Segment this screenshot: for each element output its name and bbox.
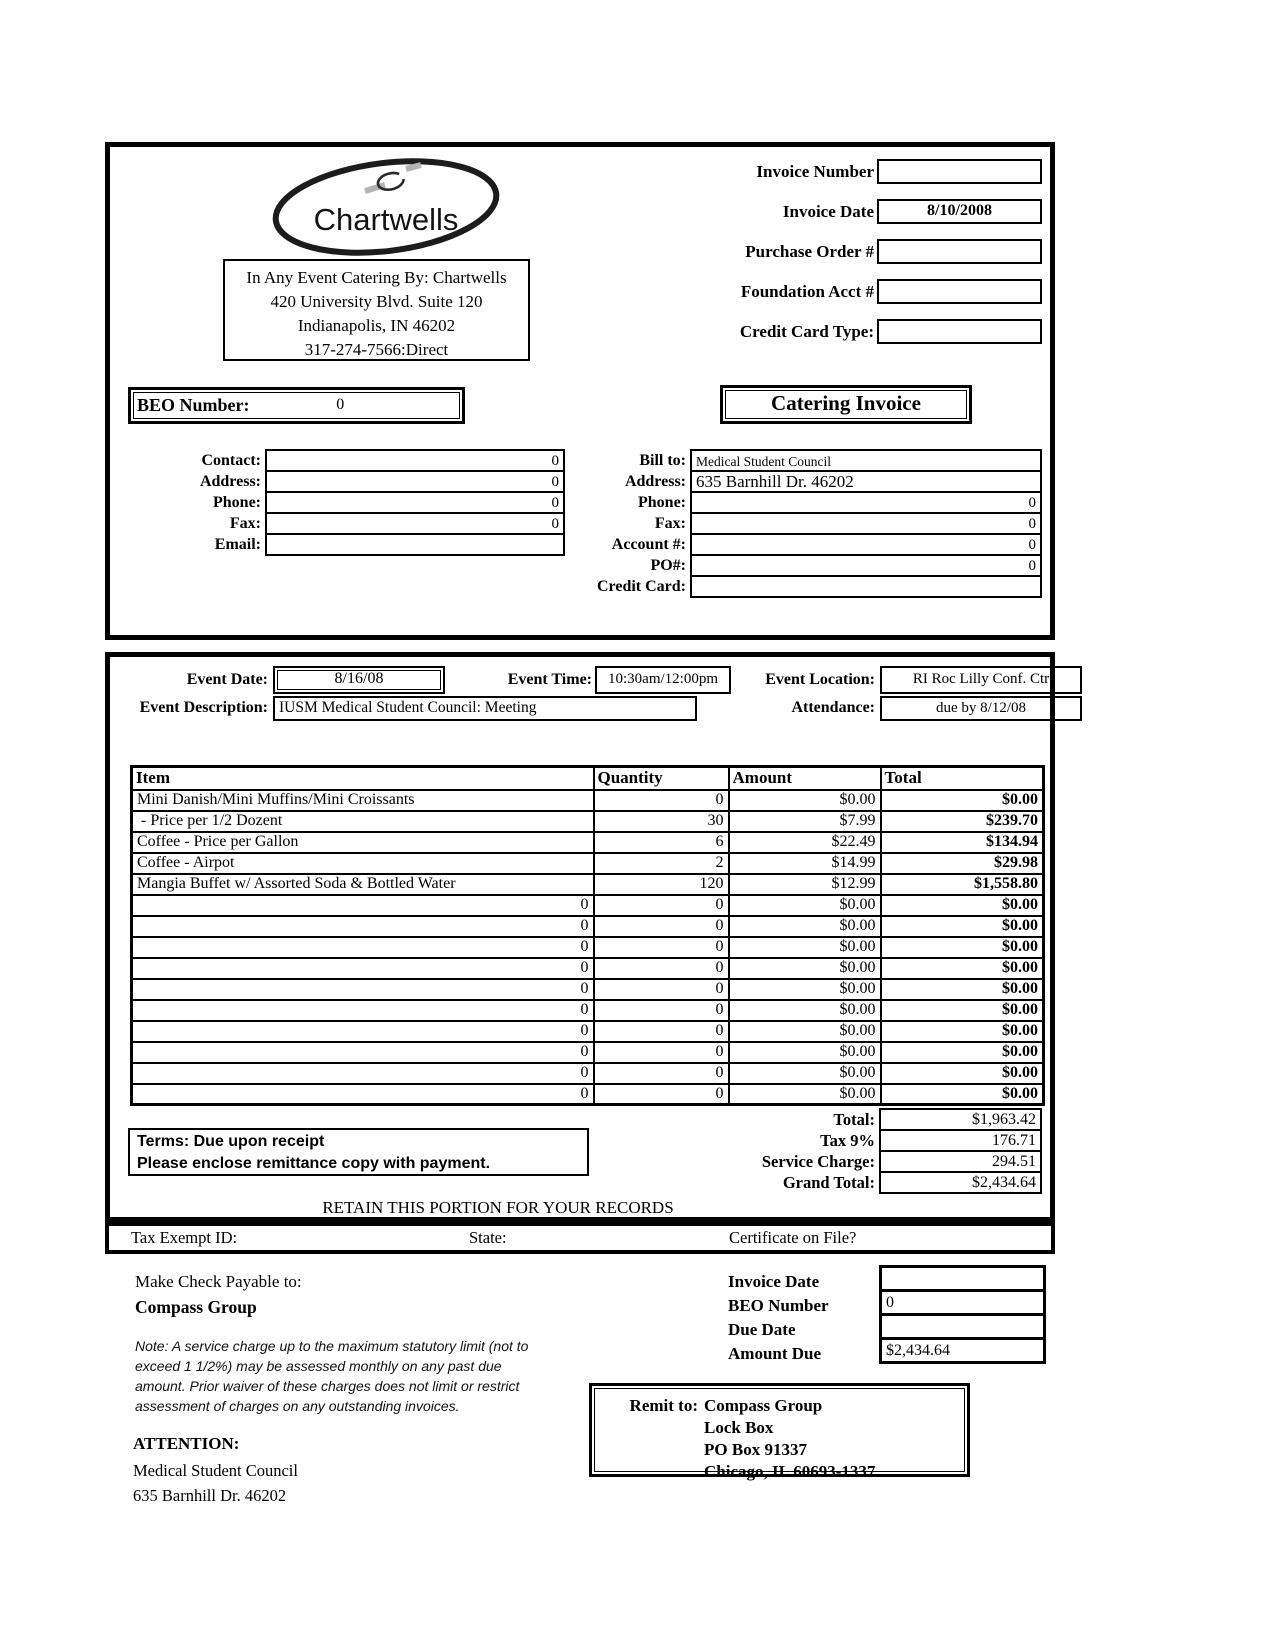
remit-address-line: Chicago, IL 60693-1337 [704,1462,876,1481]
note-line: Note: A service charge up to the maximum statutory limit (not to [135,1338,529,1354]
quantity-cell: 30 [594,811,729,832]
quantity-cell: 0 [594,1000,729,1021]
bill-to-label: Phone: [638,494,686,511]
field-value-box [877,159,1042,184]
items-table-body [132,790,1044,1105]
service-charge-note [135,1336,605,1416]
contact-row [113,512,571,535]
item-cell: 0 [132,1063,594,1084]
summary-label: BEO Number [728,1296,829,1315]
total-cell: $29.98 [881,853,1044,874]
note-line: exceed 1 1/2%) may be assessed monthly on any past due [135,1358,502,1374]
contact-value-box: 0 [265,491,565,514]
bill-to-value-box: 0 [690,533,1042,556]
beo-box [128,387,465,424]
note-line: amount. Prior waiver of these charges does not limit or restrict [135,1378,520,1394]
event-description-box: IUSM Medical Student Council: Meeting [273,696,697,721]
totals-value-box: 176.71 [879,1129,1042,1152]
table-row [132,1042,1044,1063]
bill-to-label: Credit Card: [596,578,686,595]
total-cell: $0.00 [881,1000,1044,1021]
remit-address-line: Lock Box [704,1418,774,1437]
summary-label: Amount Due [728,1344,822,1363]
table-row [132,1084,1044,1105]
note-line: assessment of charges on any outstanding invoices. [135,1398,460,1414]
quantity-cell: 0 [594,1042,729,1063]
field-label: Foundation Acct # [740,282,874,301]
contact-label: Email: [214,536,261,553]
invoice-field-row [110,279,1042,304]
contact-row [113,470,571,493]
item-cell: - Price per 1/2 Dozent [132,811,594,832]
bill-to-label: Fax: [654,515,686,532]
contact-block [113,449,571,556]
item-cell: 0 [132,1042,594,1063]
event-date-box: 8/16/08 [273,666,445,694]
event-location-box: RI Roc Lilly Conf. Ctr [880,666,1082,694]
bill-to-label: PO#: [650,557,686,574]
terms-line-2: Please enclose remittance copy with payment. [137,1155,491,1172]
terms-box [128,1128,589,1176]
table-row [132,1021,1044,1042]
item-cell: 0 [132,1084,594,1105]
item-cell: Coffee - Price per Gallon [132,832,594,853]
remit-to-label: Remit to: [629,1396,698,1415]
amount-cell: $0.00 [729,1021,881,1042]
invoice-field-row [110,319,1042,344]
field-label: Invoice Date [782,202,874,221]
item-cell: 0 [132,937,594,958]
company-address-line: 420 University Blvd. Suite 120 [270,292,483,311]
total-cell: $0.00 [881,916,1044,937]
contact-value-box: 0 [265,512,565,535]
total-cell: $1,558.80 [881,874,1044,895]
contact-label: Address: [199,473,261,490]
field-label: Purchase Order # [745,242,874,261]
bill-to-row [538,491,1048,514]
items-table-header [132,767,1044,790]
beo-number-label: BEO Number: [137,395,250,415]
make-check-payable-label: Make Check Payable to: [135,1272,302,1291]
table-row [132,1063,1044,1084]
field-value-box [877,239,1042,264]
total-cell: $0.00 [881,1084,1044,1105]
attention-line: Medical Student Council [133,1461,298,1480]
attendance-box: due by 8/12/08 [880,696,1082,721]
total-cell: $0.00 [881,1063,1044,1084]
invoice-field-row [110,239,1042,264]
amount-cell: $0.00 [729,958,881,979]
total-cell: $134.94 [881,832,1044,853]
bill-to-row [538,554,1048,577]
quantity-cell: 0 [594,1084,729,1105]
amount-cell: $14.99 [729,853,881,874]
table-row [132,832,1044,853]
amount-cell: $0.00 [729,1000,881,1021]
summary-value-box: 0 [879,1289,1046,1316]
total-cell: $0.00 [881,1042,1044,1063]
totals-value-box: 294.51 [879,1150,1042,1173]
state-label: State: [469,1228,507,1247]
table-row [132,895,1044,916]
quantity-cell: 0 [594,790,729,811]
contact-row [113,449,571,472]
totals-label: Service Charge: [761,1152,875,1171]
amount-cell: $0.00 [729,895,881,916]
field-label: Invoice Number [756,162,874,181]
event-location-label: Event Location: [765,671,875,688]
amount-cell: $0.00 [729,1042,881,1063]
event-description-label: Event Description: [139,699,268,716]
bill-to-row [538,470,1048,493]
bill-to-value-box: 0 [690,491,1042,514]
bill-to-value-box [690,575,1042,598]
attendance-label: Attendance: [791,699,875,716]
total-cell: $0.00 [881,937,1044,958]
total-cell: $0.00 [881,895,1044,916]
remit-address-line: PO Box 91337 [704,1440,807,1459]
remit-box [589,1383,970,1481]
contact-value-box: 0 [265,470,565,493]
bill-to-row [538,575,1048,598]
contact-value-box: 0 [265,449,565,472]
total-cell: $0.00 [881,958,1044,979]
tax-exempt-id-label: Tax Exempt ID: [131,1228,238,1247]
total-cell: $239.70 [881,811,1044,832]
item-cell: 0 [132,916,594,937]
event-time-box: 10:30am/12:00pm [595,666,731,694]
totals-label: Grand Total: [782,1173,875,1192]
event-time-label: Event Time: [507,671,592,688]
item-cell: 0 [132,895,594,916]
field-value-box [877,319,1042,344]
item-cell: Mangia Buffet w/ Assorted Soda & Bottled Water [132,874,594,895]
quantity-cell: 0 [594,895,729,916]
amount-cell: $0.00 [729,1063,881,1084]
quantity-cell: 0 [594,958,729,979]
invoice-field-row [110,199,1042,224]
field-value-box: 8/10/2008 [877,199,1042,224]
payee-name: Compass Group [135,1297,257,1317]
bill-to-label: Bill to: [639,452,686,469]
summary-value-box: $2,434.64 [879,1337,1046,1364]
contact-row [113,533,571,556]
contact-label: Phone: [213,494,261,511]
event-date-label: Event Date: [186,671,268,688]
remit-address-line: Compass Group [704,1396,823,1415]
total-column-header: Total [881,767,1044,790]
table-row [132,811,1044,832]
amount-cell: $7.99 [729,811,881,832]
summary-boxes [879,1265,1046,1364]
amount-cell: $22.49 [729,832,881,853]
quantity-cell: 6 [594,832,729,853]
contact-label: Contact: [201,452,261,469]
retain-notice: RETAIN THIS PORTION FOR YOUR RECORDS [322,1198,674,1217]
attention-block [133,1458,298,1508]
table-row [132,979,1044,1000]
field-label: Credit Card Type: [739,322,874,341]
bill-to-value-box: 635 Barnhill Dr. 46202 [690,470,1042,493]
bill-to-row [538,449,1048,472]
total-cell: $0.00 [881,979,1044,1000]
bill-to-value-box: Medical Student Council [690,449,1042,472]
amount-cell: $0.00 [729,937,881,958]
contact-value-box [265,533,565,556]
invoice-title: Catering Invoice [771,391,921,415]
totals-label: Total: [833,1110,875,1129]
totals-value-box: $1,963.42 [879,1108,1042,1131]
amount-cell: $0.00 [729,790,881,811]
amount-cell: $0.00 [729,1084,881,1105]
item-cell: 0 [132,1000,594,1021]
amount-cell: $0.00 [729,979,881,1000]
attention-label: ATTENTION: [133,1434,240,1453]
quantity-cell: 2 [594,853,729,874]
amount-cell: $12.99 [729,874,881,895]
quantity-cell: 120 [594,874,729,895]
invoice-field-row [110,159,1042,184]
summary-value-box [879,1313,1046,1340]
items-table [130,765,1045,1106]
item-cell: Coffee - Airpot [132,853,594,874]
table-row [132,790,1044,811]
contact-row [113,491,571,514]
table-row [132,916,1044,937]
table-row [132,937,1044,958]
contact-label: Fax: [229,515,261,532]
summary-label: Invoice Date [728,1272,820,1291]
summary-value-box [879,1265,1046,1292]
bill-to-block [538,449,1048,598]
bill-to-value-box: 0 [690,512,1042,535]
logo-wordmark: Chartwells [313,202,459,237]
invoice-title-box [720,385,972,424]
amount-column-header: Amount [729,767,881,790]
remit-address [704,1395,876,1481]
attention-line: 635 Barnhill Dr. 46202 [133,1486,287,1505]
table-row [132,853,1044,874]
event-and-items-section [105,652,1055,1222]
quantity-cell: 0 [594,979,729,1000]
quantity-column-header: Quantity [594,767,729,790]
total-cell: $0.00 [881,790,1044,811]
field-value-box [877,279,1042,304]
bill-to-value-box: 0 [690,554,1042,577]
company-address-line: Indianapolis, IN 46202 [297,316,456,335]
company-address-line: In Any Event Catering By: Chartwells [246,268,507,287]
item-cell: Mini Danish/Mini Muffins/Mini Croissants [132,790,594,811]
summary-labels [728,1270,829,1366]
bill-to-row [538,533,1048,556]
amount-cell: $0.00 [729,916,881,937]
totals-value-box: $2,434.64 [879,1171,1042,1194]
item-cell: 0 [132,979,594,1000]
quantity-cell: 0 [594,937,729,958]
company-address-line: 317-274-7566:Direct [304,340,449,359]
bill-to-row [538,512,1048,535]
tax-exempt-bar [105,1222,1055,1254]
top-section [105,142,1055,640]
totals-label: Tax 9% [820,1131,875,1150]
total-cell: $0.00 [881,1021,1044,1042]
quantity-cell: 0 [594,1021,729,1042]
quantity-cell: 0 [594,1063,729,1084]
beo-number-value: 0 [336,396,345,413]
invoice-fields [110,159,1042,359]
table-row [132,958,1044,979]
summary-label: Due Date [728,1320,796,1339]
certificate-on-file-label: Certificate on File? [729,1228,857,1247]
item-cell: 0 [132,958,594,979]
bill-to-label: Account #: [611,536,686,553]
bill-to-label: Address: [624,473,686,490]
quantity-cell: 0 [594,916,729,937]
item-column-header: Item [132,767,594,790]
item-cell: 0 [132,1021,594,1042]
table-row [132,874,1044,895]
terms-line-1: Terms: Due upon receipt [137,1133,325,1150]
table-row [132,1000,1044,1021]
